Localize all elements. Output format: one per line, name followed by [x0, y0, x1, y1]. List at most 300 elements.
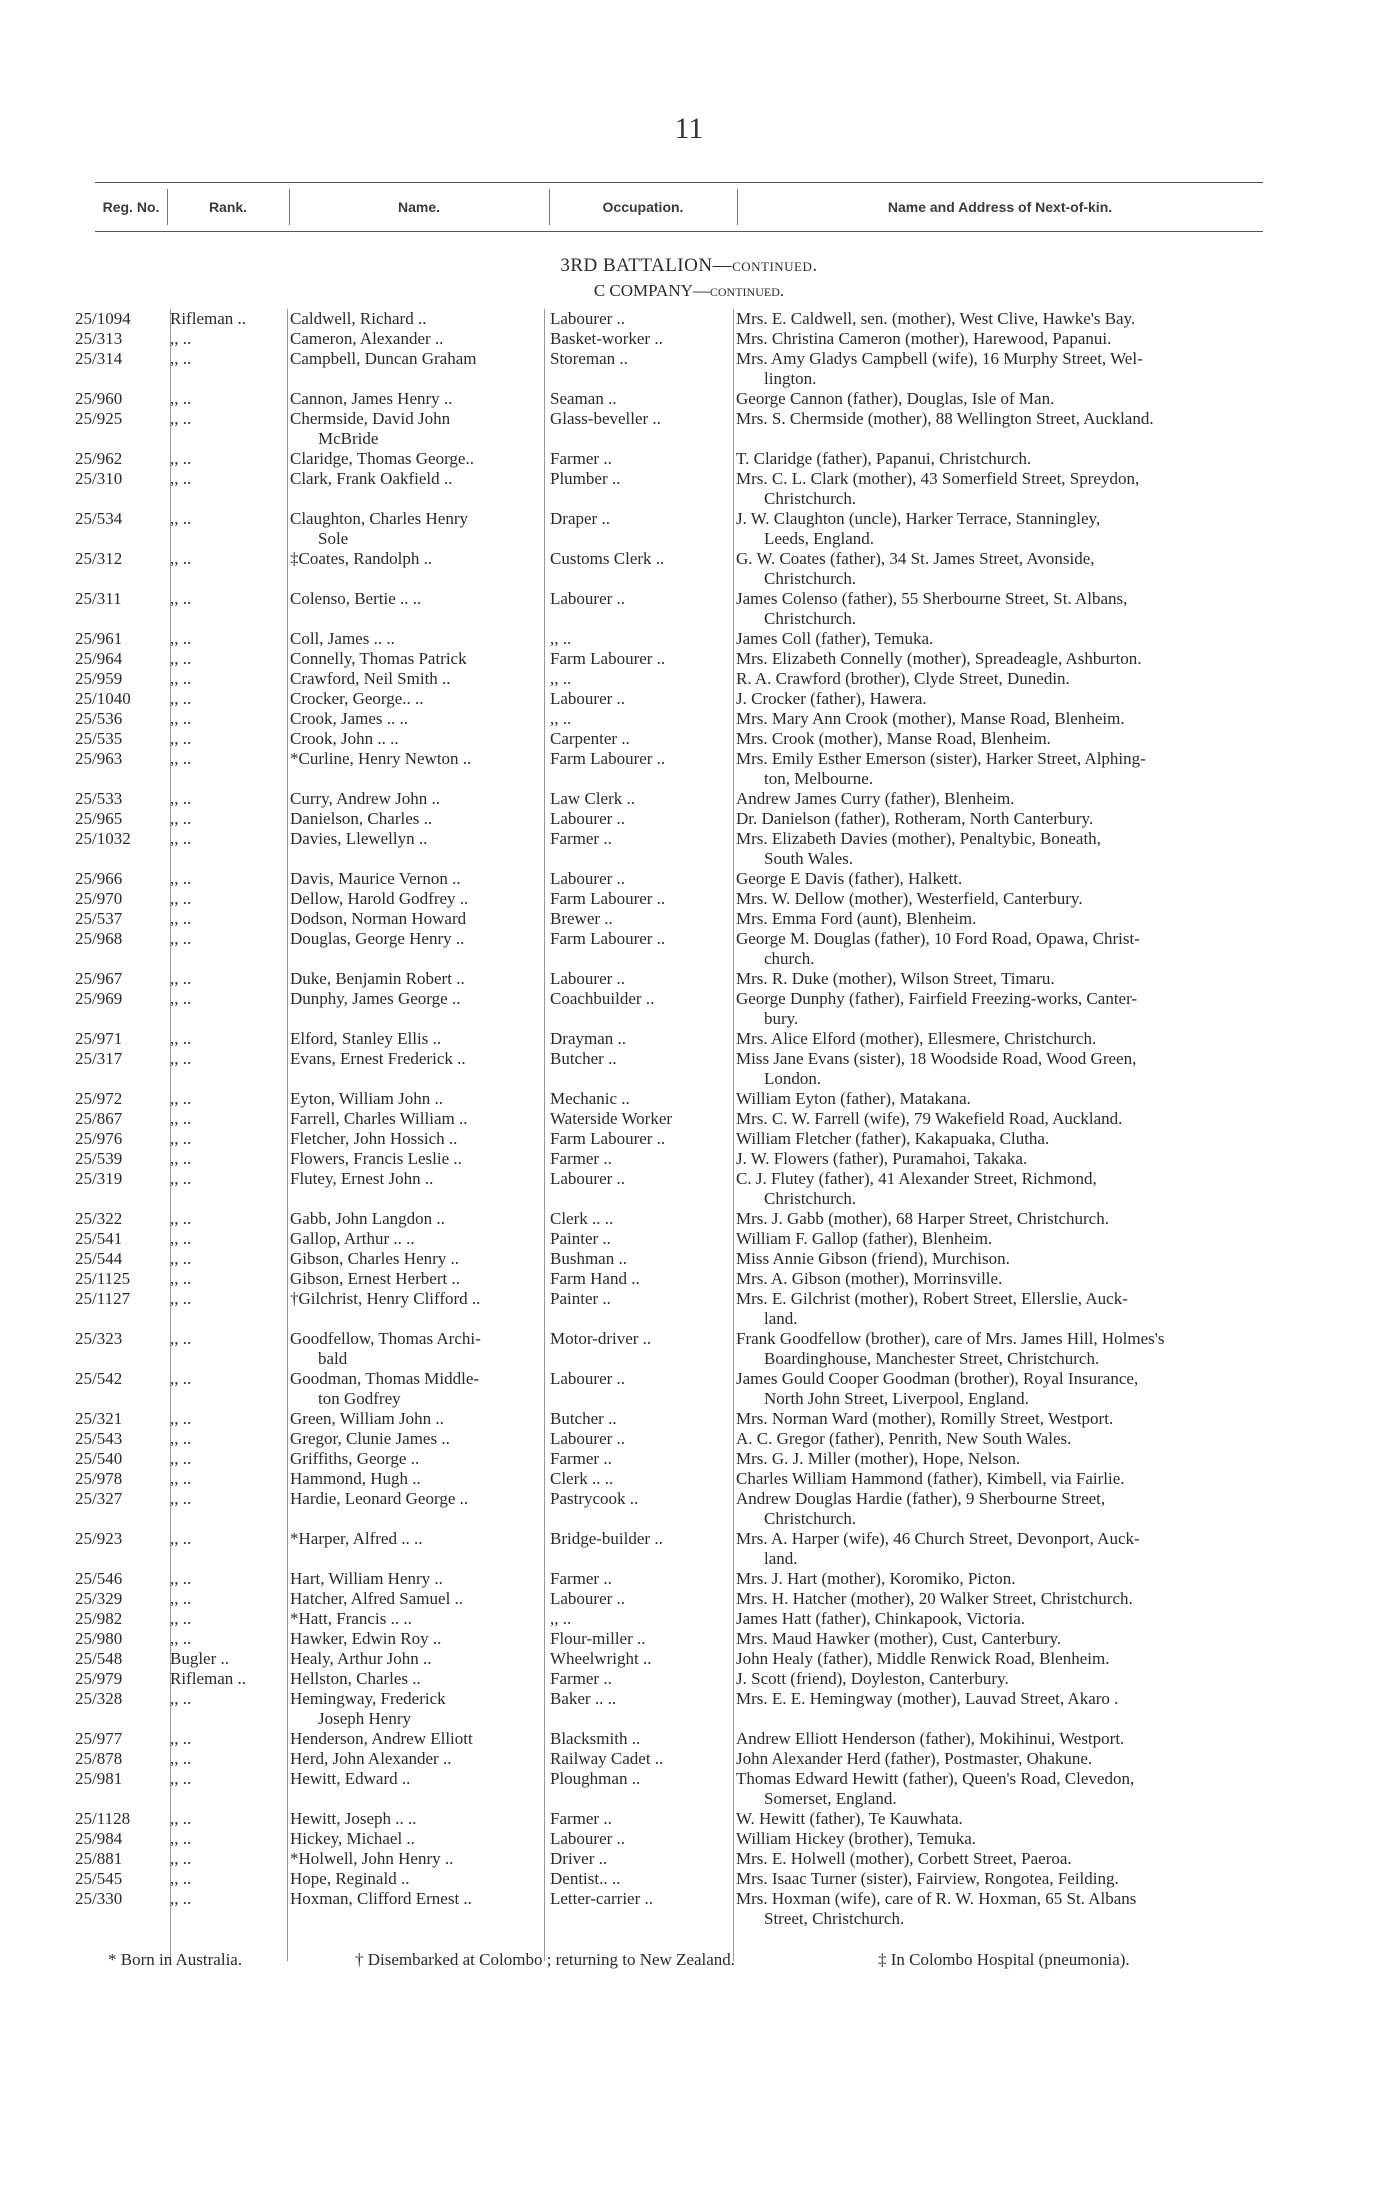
page-number: 11: [674, 112, 704, 145]
rank-cell: ,, ..: [170, 789, 192, 808]
occupation-cell: Farmer ..: [550, 449, 612, 468]
next-of-kin-cell: Mrs. Mary Ann Crook (mother), Manse Road, Blenheim.: [736, 709, 1125, 728]
table-row: [0, 1669, 1378, 1689]
table-row: [0, 409, 1378, 449]
table-row: [0, 1589, 1378, 1609]
next-of-kin-cell: Mrs. Elizabeth Connelly (mother), Spreadeagle, Ashburton.: [736, 649, 1142, 668]
next-of-kin-cell: George M. Douglas (father), 10 Ford Road, Opawa, Christ-: [736, 929, 1140, 948]
name-cell: Claridge, Thomas George..: [290, 449, 474, 468]
name-cell: Henderson, Andrew Elliott: [290, 1729, 473, 1748]
table-row: [0, 989, 1378, 1029]
reg-no-cell: 25/317: [75, 1049, 123, 1068]
occupation-cell: Farm Labourer ..: [550, 1129, 666, 1148]
next-of-kin-cell: Mrs. Alice Elford (mother), Ellesmere, Christchurch.: [736, 1029, 1097, 1048]
occupation-cell: Ploughman ..: [550, 1769, 641, 1788]
name-cell: Clark, Frank Oakfield ..: [290, 469, 453, 488]
rank-cell: ,, ..: [170, 1229, 192, 1248]
name-cell: Cameron, Alexander ..: [290, 329, 444, 348]
next-of-kin-cell: Thomas Edward Hewitt (father), Queen's Road, Clevedon,: [736, 1769, 1135, 1788]
reg-no-cell: 25/981: [75, 1769, 123, 1788]
reg-no-cell: 25/546: [75, 1569, 123, 1588]
occupation-cell: Clerk .. ..: [550, 1209, 614, 1228]
next-of-kin-cell: Mrs. S. Chermside (mother), 88 Wellington Street, Auckland.: [736, 409, 1154, 428]
name-cell: Healy, Arthur John ..: [290, 1649, 432, 1668]
name-cell: Farrell, Charles William ..: [290, 1109, 468, 1128]
table-row: [0, 1149, 1378, 1169]
next-of-kin-cell: ton, Melbourne.: [764, 769, 874, 788]
table-row: [0, 669, 1378, 689]
occupation-cell: Farm Labourer ..: [550, 929, 666, 948]
rank-cell: ,, ..: [170, 749, 192, 768]
rank-cell: ,, ..: [170, 1429, 192, 1448]
name-cell: Cannon, James Henry ..: [290, 389, 453, 408]
next-of-kin-cell: William F. Gallop (father), Blenheim.: [736, 1229, 993, 1248]
reg-no-cell: 25/537: [75, 909, 123, 928]
occupation-cell: Coachbuilder ..: [550, 989, 655, 1008]
reg-no-cell: 25/1032: [75, 829, 131, 848]
rank-cell: ,, ..: [170, 1129, 192, 1148]
name-cell: Danielson, Charles ..: [290, 809, 433, 828]
next-of-kin-cell: Frank Goodfellow (brother), care of Mrs. James Hill, Holmes's: [736, 1329, 1165, 1348]
next-of-kin-cell: John Healy (father), Middle Renwick Road, Blenheim.: [736, 1649, 1110, 1668]
reg-no-cell: 25/536: [75, 709, 123, 728]
rank-cell: ,, ..: [170, 589, 192, 608]
header-name: Name.: [397, 199, 441, 215]
next-of-kin-cell: Miss Jane Evans (sister), 18 Woodside Road, Wood Green,: [736, 1049, 1137, 1068]
next-of-kin-cell: Mrs. C. L. Clark (mother), 43 Somerfield Street, Spreydon,: [736, 469, 1140, 488]
table-row: [0, 449, 1378, 469]
occupation-cell: Labourer ..: [550, 809, 626, 828]
reg-no-cell: 25/329: [75, 1589, 123, 1608]
name-cell: Hardie, Leonard George ..: [290, 1489, 469, 1508]
next-of-kin-cell: Mrs. Crook (mother), Manse Road, Blenheim.: [736, 729, 1051, 748]
reg-no-cell: 25/541: [75, 1229, 123, 1248]
name-cell: Hatcher, Alfred Samuel ..: [290, 1589, 464, 1608]
name-cell: Colenso, Bertie .. ..: [290, 589, 422, 608]
company-heading: C COMPANY—continued.: [593, 281, 785, 300]
next-of-kin-cell: land.: [764, 1309, 798, 1328]
table-row: [0, 1249, 1378, 1269]
next-of-kin-cell: Mrs. Christina Cameron (mother), Harewood, Papanui.: [736, 329, 1112, 348]
rank-cell: ,, ..: [170, 1589, 192, 1608]
table-row: [0, 829, 1378, 869]
next-of-kin-cell: Christchurch.: [764, 1509, 857, 1528]
rank-cell: ,, ..: [170, 549, 192, 568]
rank-cell: ,, ..: [170, 1569, 192, 1588]
occupation-cell: Painter ..: [550, 1289, 611, 1308]
reg-no-cell: 25/878: [75, 1749, 123, 1768]
reg-no-cell: 25/960: [75, 389, 123, 408]
next-of-kin-cell: Mrs. E. Caldwell, sen. (mother), West Clive, Hawke's Bay.: [736, 309, 1136, 328]
name-cell: Coll, James .. ..: [290, 629, 395, 648]
occupation-cell: ,, ..: [550, 629, 572, 648]
name-cell: Gabb, John Langdon ..: [290, 1209, 445, 1228]
occupation-cell: Labourer ..: [550, 969, 626, 988]
header-rank: Rank.: [208, 199, 248, 215]
battalion-heading: 3RD BATTALION—continued.: [560, 255, 818, 276]
table-row: [0, 1729, 1378, 1749]
occupation-cell: Letter-carrier ..: [550, 1889, 653, 1908]
next-of-kin-cell: Somerset, England.: [764, 1789, 897, 1808]
name-cell: Dodson, Norman Howard: [290, 909, 467, 928]
reg-no-cell: 25/966: [75, 869, 123, 888]
next-of-kin-cell: Christchurch.: [764, 1189, 857, 1208]
reg-no-cell: 25/867: [75, 1109, 123, 1128]
next-of-kin-cell: Mrs. R. Duke (mother), Wilson Street, Timaru.: [736, 969, 1055, 988]
name-cell: Eyton, William John ..: [290, 1089, 443, 1108]
occupation-cell: Butcher ..: [550, 1049, 617, 1068]
occupation-cell: Butcher ..: [550, 1409, 617, 1428]
name-cell: Hammond, Hugh ..: [290, 1469, 421, 1488]
table-row: [0, 709, 1378, 729]
table-row: [0, 1029, 1378, 1049]
rank-cell: ,, ..: [170, 349, 192, 368]
occupation-cell: Storeman ..: [550, 349, 628, 368]
column-header: [95, 182, 1263, 232]
next-of-kin-cell: Christchurch.: [764, 489, 857, 508]
table-row: [0, 1269, 1378, 1289]
occupation-cell: Railway Cadet ..: [550, 1749, 664, 1768]
rank-cell: ,, ..: [170, 869, 192, 888]
next-of-kin-cell: Mrs. Amy Gladys Campbell (wife), 16 Murphy Street, Wel-: [736, 349, 1143, 368]
occupation-cell: Dentist.. ..: [550, 1869, 621, 1888]
name-cell: Chermside, David John: [290, 409, 451, 428]
rank-cell: ,, ..: [170, 1249, 192, 1268]
table-row: [0, 689, 1378, 709]
name-cell: Flutey, Ernest John ..: [290, 1169, 434, 1188]
table-row: [0, 1449, 1378, 1469]
table-row: [0, 1109, 1378, 1129]
rank-cell: ,, ..: [170, 1469, 192, 1488]
occupation-cell: Draper ..: [550, 509, 610, 528]
rank-cell: ,, ..: [170, 909, 192, 928]
occupation-cell: Labourer ..: [550, 309, 626, 328]
rank-cell: ,, ..: [170, 1289, 192, 1308]
reg-no-cell: 25/535: [75, 729, 123, 748]
next-of-kin-cell: C. J. Flutey (father), 41 Alexander Street, Richmond,: [736, 1169, 1097, 1188]
rank-cell: ,, ..: [170, 389, 192, 408]
rank-cell: ,, ..: [170, 449, 192, 468]
next-of-kin-cell: Andrew Douglas Hardie (father), 9 Sherbourne Street,: [736, 1489, 1106, 1508]
occupation-cell: Labourer ..: [550, 1429, 626, 1448]
next-of-kin-cell: Mrs. Emily Esther Emerson (sister), Harker Street, Alphing-: [736, 749, 1146, 768]
next-of-kin-cell: James Hatt (father), Chinkapook, Victoria.: [736, 1609, 1025, 1628]
next-of-kin-cell: Mrs. E. Holwell (mother), Corbett Street, Paeroa.: [736, 1849, 1072, 1868]
name-cell: Elford, Stanley Ellis ..: [290, 1029, 442, 1048]
reg-no-cell: 25/312: [75, 549, 123, 568]
next-of-kin-cell: A. C. Gregor (father), Penrith, New South Wales.: [736, 1429, 1072, 1448]
next-of-kin-cell: George Cannon (father), Douglas, Isle of Man.: [736, 389, 1055, 408]
rank-cell: ,, ..: [170, 1409, 192, 1428]
reg-no-cell: 25/1040: [75, 689, 131, 708]
next-of-kin-cell: Miss Annie Gibson (friend), Murchison.: [736, 1249, 1010, 1268]
table-row: [0, 309, 1378, 329]
occupation-cell: Labourer ..: [550, 1589, 626, 1608]
table-row: [0, 1529, 1378, 1569]
rank-cell: ,, ..: [170, 1329, 192, 1348]
next-of-kin-cell: Mrs. J. Hart (mother), Koromiko, Picton.: [736, 1569, 1016, 1588]
next-of-kin-cell: church.: [764, 949, 815, 968]
next-of-kin-cell: J. W. Flowers (father), Puramahoi, Takaka.: [736, 1149, 1028, 1168]
footnote-born-australia: * Born in Australia.: [108, 1950, 243, 1969]
name-cell: Hellston, Charles ..: [290, 1669, 421, 1688]
next-of-kin-cell: Mrs. H. Hatcher (mother), 20 Walker Street, Christchurch.: [736, 1589, 1133, 1608]
reg-no-cell: 25/959: [75, 669, 123, 688]
occupation-cell: Labourer ..: [550, 1829, 626, 1848]
reg-no-cell: 25/314: [75, 349, 123, 368]
reg-no-cell: 25/534: [75, 509, 123, 528]
reg-no-cell: 25/327: [75, 1489, 123, 1508]
occupation-cell: ,, ..: [550, 1609, 572, 1628]
next-of-kin-cell: Mrs. J. Gabb (mother), 68 Harper Street, Christchurch.: [736, 1209, 1109, 1228]
rank-cell: ,, ..: [170, 729, 192, 748]
occupation-cell: Wheelwright ..: [550, 1649, 652, 1668]
reg-no-cell: 25/313: [75, 329, 123, 348]
reg-no-cell: 25/1094: [75, 309, 131, 328]
reg-no-cell: 25/980: [75, 1629, 123, 1648]
occupation-cell: Farmer ..: [550, 1149, 612, 1168]
rank-cell: ,, ..: [170, 1729, 192, 1748]
occupation-cell: Seaman ..: [550, 389, 617, 408]
reg-no-cell: 25/971: [75, 1029, 123, 1048]
name-cell: ‡Coates, Randolph ..: [290, 549, 433, 568]
name-cell: Flowers, Francis Leslie ..: [290, 1149, 462, 1168]
reg-no-cell: 25/311: [75, 589, 122, 608]
reg-no-cell: 25/330: [75, 1889, 123, 1908]
occupation-cell: Labourer ..: [550, 1369, 626, 1388]
rank-cell: ,, ..: [170, 1209, 192, 1228]
table-row: [0, 1209, 1378, 1229]
occupation-cell: Mechanic ..: [550, 1089, 630, 1108]
rank-cell: ,, ..: [170, 469, 192, 488]
rank-cell: ,, ..: [170, 689, 192, 708]
rank-cell: ,, ..: [170, 829, 192, 848]
reg-no-cell: 25/881: [75, 1849, 123, 1868]
reg-no-cell: 25/545: [75, 1869, 123, 1888]
rank-cell: ,, ..: [170, 1809, 192, 1828]
table-row: [0, 349, 1378, 389]
occupation-cell: Farm Hand ..: [550, 1269, 640, 1288]
occupation-cell: Farmer ..: [550, 1809, 612, 1828]
table-row: [0, 1769, 1378, 1809]
name-cell: Dellow, Harold Godfrey ..: [290, 889, 469, 908]
footnote-hospital: ‡ In Colombo Hospital (pneumonia).: [878, 1950, 1130, 1969]
rank-cell: ,, ..: [170, 1609, 192, 1628]
occupation-cell: Plumber ..: [550, 469, 621, 488]
reg-no-cell: 25/323: [75, 1329, 123, 1348]
occupation-cell: Baker .. ..: [550, 1689, 617, 1708]
next-of-kin-cell: J. W. Claughton (uncle), Harker Terrace, Stanningley,: [736, 509, 1101, 528]
reg-no-cell: 25/923: [75, 1529, 123, 1548]
name-cell: *Hatt, Francis .. ..: [290, 1609, 412, 1628]
next-of-kin-cell: Mrs. E. E. Hemingway (mother), Lauvad Street, Akaro .: [736, 1689, 1119, 1708]
reg-no-cell: 25/319: [75, 1169, 123, 1188]
reg-no-cell: 25/970: [75, 889, 123, 908]
name-cell: Douglas, George Henry ..: [290, 929, 465, 948]
reg-no-cell: 25/965: [75, 809, 123, 828]
name-cell: Connelly, Thomas Patrick: [290, 649, 467, 668]
rank-cell: ,, ..: [170, 649, 192, 668]
name-cell: Herd, John Alexander ..: [290, 1749, 452, 1768]
rank-cell: ,, ..: [170, 1049, 192, 1068]
table-row: [0, 869, 1378, 889]
next-of-kin-cell: Mrs. A. Harper (wife), 46 Church Street, Devonport, Auck-: [736, 1529, 1140, 1548]
rank-cell: ,, ..: [170, 1749, 192, 1768]
next-of-kin-cell: London.: [764, 1069, 822, 1088]
occupation-cell: Farmer ..: [550, 1569, 612, 1588]
occupation-cell: ,, ..: [550, 709, 572, 728]
reg-no-cell: 25/1127: [75, 1289, 131, 1308]
occupation-cell: Farm Labourer ..: [550, 649, 666, 668]
name-cell: Hickey, Michael ..: [290, 1829, 415, 1848]
next-of-kin-cell: Mrs. Isaac Turner (sister), Fairview, Rongotea, Feilding.: [736, 1869, 1119, 1888]
name-cell: Crocker, George.. ..: [290, 689, 424, 708]
rank-cell: ,, ..: [170, 1489, 192, 1508]
rank-cell: ,, ..: [170, 1269, 192, 1288]
occupation-cell: Driver ..: [550, 1849, 608, 1868]
table-row: [0, 589, 1378, 629]
reg-no-cell: 25/533: [75, 789, 123, 808]
name-cell: Hewitt, Edward ..: [290, 1769, 411, 1788]
occupation-cell: Farmer ..: [550, 1669, 612, 1688]
rank-cell: ,, ..: [170, 1849, 192, 1868]
reg-no-cell: 25/979: [75, 1669, 123, 1688]
occupation-cell: Brewer ..: [550, 909, 613, 928]
name-cell: Hope, Reginald ..: [290, 1869, 410, 1888]
occupation-cell: Farmer ..: [550, 829, 612, 848]
table-row: [0, 749, 1378, 789]
next-of-kin-cell: Boardinghouse, Manchester Street, Christchurch.: [764, 1349, 1100, 1368]
rank-cell: ,, ..: [170, 509, 192, 528]
next-of-kin-cell: William Fletcher (father), Kakapuaka, Clutha.: [736, 1129, 1050, 1148]
reg-no-cell: 25/984: [75, 1829, 123, 1848]
next-of-kin-cell: R. A. Crawford (brother), Clyde Street, Dunedin.: [736, 669, 1070, 688]
name-cell: ton Godfrey: [318, 1389, 401, 1408]
reg-no-cell: 25/328: [75, 1689, 123, 1708]
occupation-cell: Farmer ..: [550, 1449, 612, 1468]
reg-no-cell: 25/978: [75, 1469, 123, 1488]
table-row: [0, 549, 1378, 589]
next-of-kin-cell: George E Davis (father), Halkett.: [736, 869, 963, 888]
next-of-kin-cell: Mrs. Hoxman (wife), care of R. W. Hoxman, 65 St. Albans: [736, 1889, 1137, 1908]
table-row: [0, 789, 1378, 809]
next-of-kin-cell: North John Street, Liverpool, England.: [764, 1389, 1029, 1408]
next-of-kin-cell: Mrs. Elizabeth Davies (mother), Penaltybic, Boneath,: [736, 829, 1101, 848]
rank-cell: ,, ..: [170, 989, 192, 1008]
reg-no-cell: 25/982: [75, 1609, 123, 1628]
rank-cell: ,, ..: [170, 1629, 192, 1648]
next-of-kin-cell: Christchurch.: [764, 569, 857, 588]
table-row: [0, 1129, 1378, 1149]
table-row: [0, 1469, 1378, 1489]
name-cell: †Gilchrist, Henry Clifford ..: [290, 1289, 481, 1308]
name-cell: Crook, John .. ..: [290, 729, 399, 748]
name-cell: Fletcher, John Hossich ..: [290, 1129, 458, 1148]
table-row: [0, 1409, 1378, 1429]
rank-cell: ,, ..: [170, 1529, 192, 1548]
next-of-kin-cell: W. Hewitt (father), Te Kauwhata.: [736, 1809, 963, 1828]
rank-cell: ,, ..: [170, 1829, 192, 1848]
reg-no-cell: 25/969: [75, 989, 123, 1008]
occupation-cell: Carpenter ..: [550, 729, 630, 748]
table-row: [0, 1649, 1378, 1669]
reg-no-cell: 25/548: [75, 1649, 123, 1668]
occupation-cell: Glass-beveller ..: [550, 409, 661, 428]
occupation-cell: Clerk .. ..: [550, 1469, 614, 1488]
table-row: [0, 1689, 1378, 1729]
table-row: [0, 969, 1378, 989]
rank-cell: ,, ..: [170, 1169, 192, 1188]
table-row: [0, 1809, 1378, 1829]
table-row: [0, 889, 1378, 909]
header-occupation: Occupation.: [602, 199, 684, 215]
name-cell: Goodman, Thomas Middle-: [290, 1369, 480, 1388]
rank-cell: ,, ..: [170, 1889, 192, 1908]
reg-no-cell: 25/967: [75, 969, 123, 988]
next-of-kin-cell: Mrs. Norman Ward (mother), Romilly Street, Westport.: [736, 1409, 1114, 1428]
reg-no-cell: 25/925: [75, 409, 123, 428]
table-row: [0, 1369, 1378, 1409]
occupation-cell: Flour-miller ..: [550, 1629, 646, 1648]
occupation-cell: Labourer ..: [550, 589, 626, 608]
table-row: [0, 1869, 1378, 1889]
rank-cell: ,, ..: [170, 1089, 192, 1108]
occupation-cell: Farm Labourer ..: [550, 749, 666, 768]
name-cell: *Curline, Henry Newton ..: [290, 749, 472, 768]
name-cell: Hewitt, Joseph .. ..: [290, 1809, 417, 1828]
rank-cell: ,, ..: [170, 1689, 192, 1708]
table-row: [0, 1609, 1378, 1629]
rank-cell: ,, ..: [170, 669, 192, 688]
name-cell: Davies, Llewellyn ..: [290, 829, 428, 848]
reg-no-cell: 25/1125: [75, 1269, 131, 1288]
rank-cell: ,, ..: [170, 1869, 192, 1888]
rank-cell: ,, ..: [170, 1149, 192, 1168]
next-of-kin-cell: James Colenso (father), 55 Sherbourne Street, St. Albans,: [736, 589, 1128, 608]
rank-cell: ,, ..: [170, 1029, 192, 1048]
next-of-kin-cell: Mrs. G. J. Miller (mother), Hope, Nelson.: [736, 1449, 1021, 1468]
table-row: [0, 1489, 1378, 1529]
rank-cell: ,, ..: [170, 1109, 192, 1128]
next-of-kin-cell: James Gould Cooper Goodman (brother), Royal Insurance,: [736, 1369, 1139, 1388]
rank-cell: ,, ..: [170, 809, 192, 828]
name-cell: Dunphy, James George ..: [290, 989, 461, 1008]
next-of-kin-cell: South Wales.: [764, 849, 853, 868]
occupation-cell: Bushman ..: [550, 1249, 627, 1268]
footnote-disembarked: † Disembarked at Colombo ; returning to New Zealand.: [355, 1950, 736, 1969]
rank-cell: Bugler ..: [170, 1649, 230, 1668]
next-of-kin-cell: Charles William Hammond (father), Kimbell, via Fairlie.: [736, 1469, 1125, 1488]
table-row: [0, 809, 1378, 829]
occupation-cell: Motor-driver ..: [550, 1329, 652, 1348]
reg-no-cell: 25/310: [75, 469, 123, 488]
reg-no-cell: 25/322: [75, 1209, 123, 1228]
next-of-kin-cell: William Hickey (brother), Temuka.: [736, 1829, 976, 1848]
reg-no-cell: 25/543: [75, 1429, 123, 1448]
name-cell: *Holwell, John Henry ..: [290, 1849, 454, 1868]
table-row: [0, 649, 1378, 669]
next-of-kin-cell: Leeds, England.: [764, 529, 874, 548]
table-row: [0, 729, 1378, 749]
name-cell: Hemingway, Frederick: [290, 1689, 446, 1708]
next-of-kin-cell: T. Claridge (father), Papanui, Christchurch.: [736, 449, 1032, 468]
name-cell: Sole: [318, 529, 349, 548]
table-row: [0, 1229, 1378, 1249]
reg-no-cell: 25/976: [75, 1129, 123, 1148]
name-cell: bald: [318, 1349, 348, 1368]
reg-no-cell: 25/321: [75, 1409, 123, 1428]
name-cell: Claughton, Charles Henry: [290, 509, 468, 528]
